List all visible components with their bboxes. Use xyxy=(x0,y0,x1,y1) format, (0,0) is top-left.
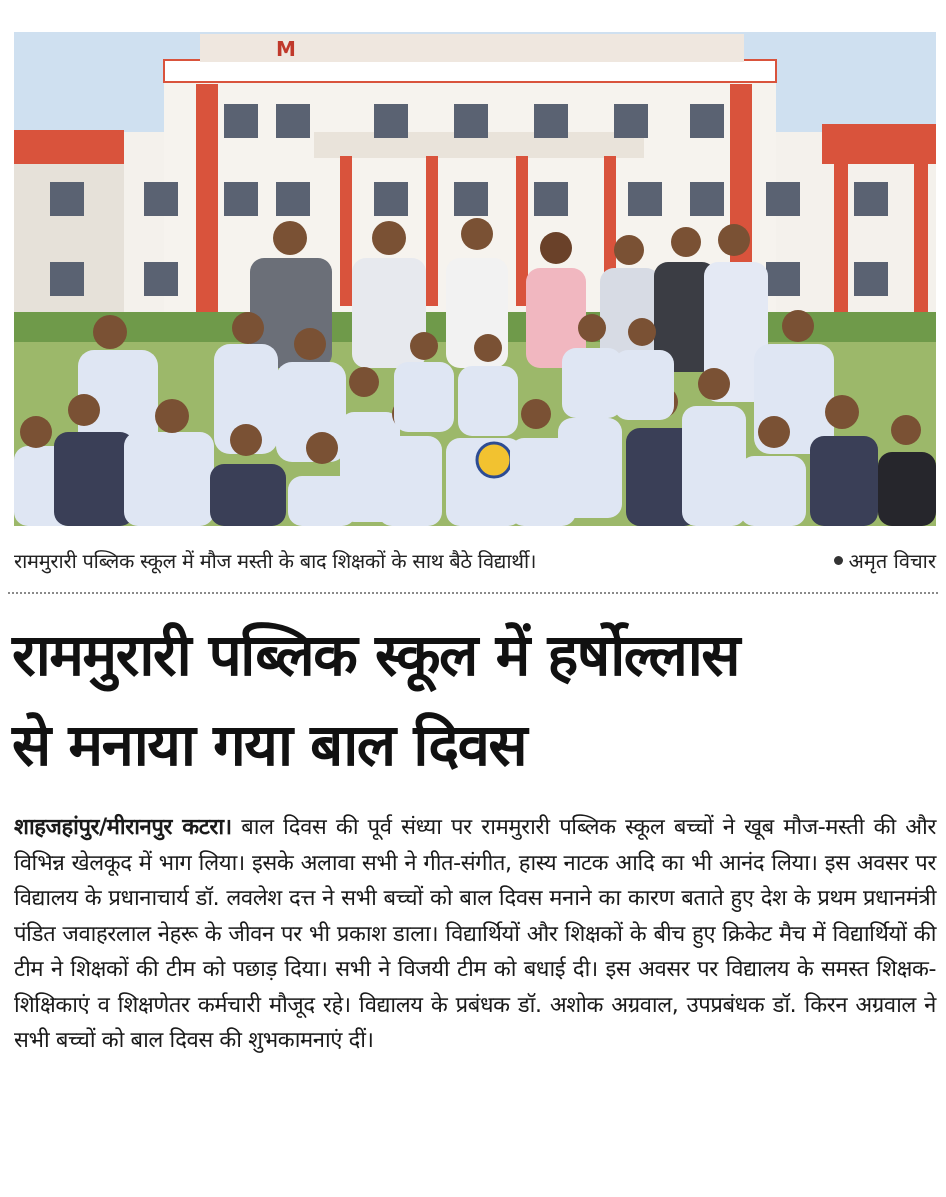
dateline: शाहजहांपुर/मीरानपुर कटरा। xyxy=(14,815,232,840)
photo-caption-row xyxy=(14,538,936,582)
article-body xyxy=(14,810,936,1059)
headline-line-1: राममुरारी पब्लिक स्कूल में हर्षोल्लास xyxy=(12,621,740,689)
photo-caption: राममुरारी पब्लिक स्कूल में मौज मस्ती के बाद शिक्षकों के साथ बैठे विद्यार्थी। xyxy=(14,548,537,573)
headline-line-2: से मनाया गया बाल दिवस xyxy=(12,711,527,779)
credit-text: अमृत विचार xyxy=(848,548,936,573)
school-group-photo xyxy=(14,32,936,526)
article-text: बाल दिवस की पूर्व संध्या पर राममुरारी पब्लिक स्कूल बच्चों ने खूब मौज-मस्ती की और विभिन्न खेलकूद में भाग लिया। इसके अलावा सभी ने गीत-संगीत, हास्य नाटक आदि का भी आनंद लिया। इस अवसर पर विद्यालय के प्रधानाचार्य डॉ. लवलेश दत्त ने सभी बच्चों को बाल दिवस मनाने का कारण बताते हुए देश के प्रथम प्रधानमंत्री पंडित जवाहरलाल नेहरू के जीवन पर भी प्रकाश डाला। विद्यार्थियों और शिक्षकों के बीच हुए क्रिकेट मैच में विद्यार्थियों की टीम ने शिक्षकों की टीम को पछाड़ दिया। सभी ने विजयी टीम को बधाई दी। इस अवसर पर विद्यालय के समस्त शिक्षक-शिक्षिकाएं व शिक्षणेतर कर्मचारी मौजूद रहे। विद्यालय के प्रबंधक डॉ. अशोक अग्रवाल, उपप्रबंधक डॉ. किरन अग्रवाल ने सभी बच्चों को बाल दिवस की शुभकामनाएं दीं। xyxy=(14,815,937,1053)
news-photo xyxy=(14,32,936,526)
photo-credit xyxy=(834,547,936,574)
headline xyxy=(12,610,938,790)
building-sign: M xyxy=(276,37,296,61)
bullet-icon xyxy=(834,556,843,565)
dotted-divider xyxy=(8,592,938,594)
